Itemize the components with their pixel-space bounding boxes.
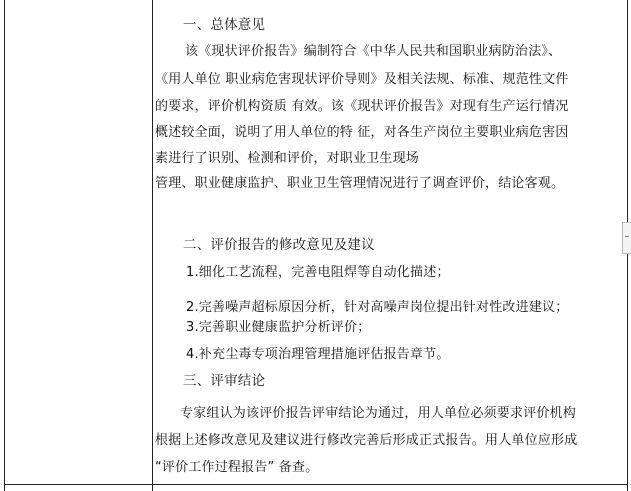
table-border-bottom [4,484,628,485]
table-border-divider [152,0,153,491]
section1-line: 《用人单位 职业病危害现状评价导则》及相关法规、标准、规范性文件 [155,72,569,87]
side-scroll-handle[interactable] [622,222,631,254]
section1-line: 的要求，评价机构资质 有效。该《现状评价报告》对现有生产运行情况 [155,99,569,114]
section2-item: 4.补充尘毒专项治理管理措施评估报告章节。 [186,347,450,362]
section3-line: 专家组认为该评价报告评审结论为通过，用人单位必须要求评价机构 [180,406,577,421]
section1-line: 素进行了识别、检测和评价，对职业卫生现场 [155,151,420,166]
section2-item: 2.完善噪声超标原因分析，针对高噪声岗位提出针对性改进建议； [186,300,569,315]
section3-line: 根据上述修改意见及建议进行修改完善后形成正式报告。用人单位应形成 [155,433,578,448]
section2-item: 1.细化工艺流程，完善电阻焊等自动化描述； [186,265,450,280]
section3-heading: 三、评审结论 [183,373,266,389]
section1-heading: 一、总体意见 [183,17,266,33]
section2-item: 3.完善职业健康监护分析评价； [186,320,371,335]
section1-line: 管理、职业健康监护、职业卫生管理情况进行了调查评价，结论客观。 [155,176,565,191]
section3-line: “评价工作过程报告” 备查。 [155,460,319,475]
section2-heading: 二、评价报告的修改意见及建议 [183,237,375,253]
table-border-left [4,0,5,491]
section1-line: 概述较全面，说明了用人单位的特 征，对各生产岗位主要职业病危害因 [155,125,569,140]
section1-line: 该《现状评价报告》编制符合《中华人民共和国职业病防治法》、 [185,44,562,59]
